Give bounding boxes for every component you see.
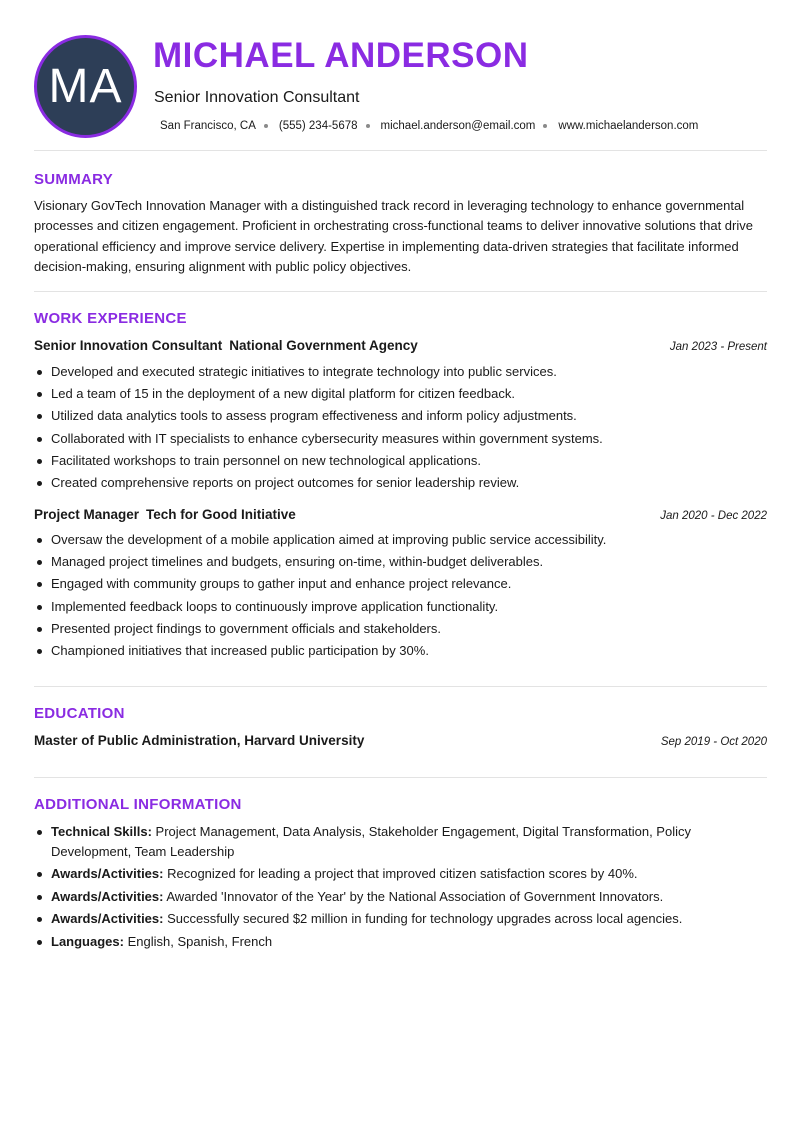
job-role-company <box>34 338 418 353</box>
experience-heading: WORK EXPERIENCE <box>34 310 187 327</box>
item-label: Awards/Activities: <box>51 911 164 926</box>
education-heading: EDUCATION <box>34 705 125 722</box>
list-item <box>34 887 767 907</box>
separator-dot-icon <box>543 124 547 128</box>
list-item: Implemented feedback loops to continuously improve application functionality. <box>34 596 767 618</box>
item-label: Awards/Activities: <box>51 888 164 904</box>
job-role-company <box>34 507 296 522</box>
list-item: Presented project findings to government officials and stakeholders. <box>34 618 767 640</box>
item-label: Technical Skills: <box>51 824 152 839</box>
contact-phone: (555) 234-5678 <box>278 120 358 132</box>
item-label: Awards/Activities: <box>51 866 164 881</box>
list-item: Collaborated with IT specialists to enhance cybersecurity measures within government systems. <box>34 428 767 450</box>
avatar-initials: MA <box>48 60 123 113</box>
list-item: Led a team of 15 in the deployment of a new digital platform for citizen feedback. <box>34 383 767 405</box>
list-item: Utilized data analytics tools to assess program effectiveness and inform policy adjustments. <box>34 405 767 427</box>
list-item: Managed project timelines and budgets, ensuring on-time, within-budget deliverables. <box>34 551 767 573</box>
summary-heading: SUMMARY <box>34 171 114 188</box>
job-bullets <box>34 529 767 662</box>
contact-website[interactable]: www.michaelanderson.com <box>558 120 699 132</box>
item-text: Successfully secured $2 million in funding for technology upgrades across local agencies. <box>167 911 683 926</box>
divider <box>34 777 767 778</box>
job-role: Senior Innovation Consultant <box>34 338 223 353</box>
item-label: Languages: <box>51 933 124 949</box>
divider <box>34 291 767 292</box>
list-item: Created comprehensive reports on project outcomes for senior leadership review. <box>34 472 767 494</box>
contact-email[interactable]: michael.anderson@email.com <box>380 120 536 132</box>
job-role: Project Manager <box>34 507 140 522</box>
separator-dot-icon <box>366 124 370 128</box>
job-header <box>34 338 767 353</box>
job-company: National Government Agency <box>229 338 418 353</box>
job-company: Tech for Good Initiative <box>146 507 296 522</box>
separator-dot-icon <box>264 124 268 128</box>
education-degree: Master of Public Administration, Harvard University <box>34 733 365 748</box>
job-dates: Jan 2023 - Present <box>669 341 767 353</box>
candidate-name: MICHAEL ANDERSON <box>153 36 529 75</box>
list-item <box>34 932 767 952</box>
list-item: Engaged with community groups to gather input and enhance project relevance. <box>34 573 767 595</box>
list-item: Facilitated workshops to train personnel on new technological applications. <box>34 450 767 472</box>
list-item <box>34 822 767 861</box>
list-item <box>34 909 767 929</box>
divider <box>34 686 767 687</box>
list-item: Oversaw the development of a mobile application aimed at improving public service accessibility. <box>34 529 767 551</box>
list-item: Championed initiatives that increased public participation by 30%. <box>34 640 767 662</box>
summary-text: Visionary GovTech Innovation Manager with a distinguished track record in leveraging technology to enhance governmental processes and citizen engagement. Proficient in orchestrating cross-functional teams to deliver innovative solutions that drive operational efficiency and improve service delivery. Expertise in implementing data-driven strategies that facilitate informed decision-making, ensuring alignment with public policy objectives. <box>34 198 753 274</box>
additional-list <box>34 822 767 954</box>
avatar <box>34 35 137 138</box>
item-text: Awarded 'Innovator of the Year' by the National Association of Government Innovators. <box>166 888 664 904</box>
candidate-title: Senior Innovation Consultant <box>154 89 360 106</box>
additional-heading: ADDITIONAL INFORMATION <box>34 796 242 813</box>
education-entry <box>34 733 767 748</box>
list-item: Developed and executed strategic initiatives to integrate technology into public services. <box>34 361 767 383</box>
job-header <box>34 507 767 522</box>
job-bullets <box>34 361 767 494</box>
job-dates: Jan 2020 - Dec 2022 <box>660 510 767 522</box>
item-text: Recognized for leading a project that improved citizen satisfaction scores by 40%. <box>167 866 638 881</box>
list-item <box>34 864 767 884</box>
item-text: English, Spanish, French <box>127 933 273 949</box>
divider <box>34 150 767 151</box>
contact-location: San Francisco, CA <box>160 120 256 132</box>
education-dates: Sep 2019 - Oct 2020 <box>660 736 767 748</box>
contact-line <box>160 120 698 132</box>
item-text: Project Management, Data Analysis, Stakeholder Engagement, Digital Transformation, Policy Development, Team Leadership <box>51 824 691 859</box>
